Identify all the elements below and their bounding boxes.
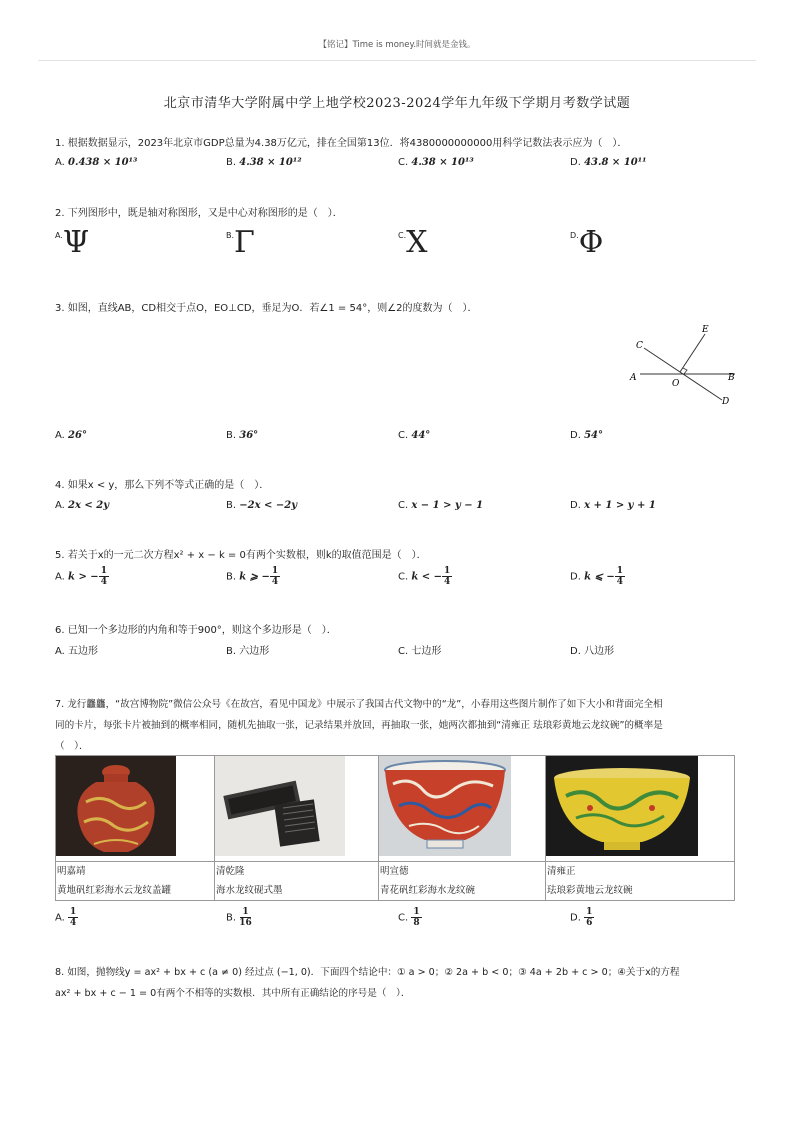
numerator: 1 [271, 566, 279, 576]
relic-card-jar[interactable] [56, 756, 215, 901]
numerator: 1 [586, 907, 593, 917]
q1-option-d[interactable] [570, 155, 646, 171]
relic-dynasty: 清雍正 [546, 861, 734, 881]
relic-card-yellow-bowl[interactable] [546, 756, 735, 901]
option-value: 0.438 × 10¹³ [68, 157, 138, 168]
option-value: x − 1 > y − 1 [411, 500, 484, 511]
q6-option-c[interactable] [398, 644, 441, 660]
q5-option-c[interactable] [398, 566, 452, 587]
numerator: 1 [100, 566, 107, 576]
fraction [99, 566, 109, 587]
header-note: 【铭记】Time is money.时间就是金钱。 [318, 40, 476, 50]
chi-symbol-icon: X [406, 225, 428, 260]
option-value: 36° [239, 430, 259, 441]
q2-option-b[interactable] [226, 225, 255, 260]
fraction [615, 566, 625, 587]
phi-symbol-icon: Φ [578, 225, 604, 260]
fraction [411, 907, 421, 928]
q3-option-c[interactable] [398, 428, 430, 444]
option-value: 八边形 [584, 646, 615, 657]
fraction [270, 566, 280, 587]
q8-line-1: 8. 如图，抛物线y = ax² + bx + c (a ≠ 0) 经过点 (−1, 0)．下面四个结论中：① a > 0；② 2a + b < 0；③ 4a + 2b + c > 0；④关于x的方程 [55, 967, 680, 978]
yellow-dragon-bowl-image [546, 756, 698, 856]
lidded-jar-image [56, 756, 176, 856]
option-letter: D. [570, 571, 581, 583]
question-4-stem: 4. 如果x < y，那么下列不等式正确的是（ ）． [55, 480, 270, 491]
q1-option-c[interactable] [398, 155, 474, 171]
option-letter: A. [55, 500, 65, 511]
q7-line-1: 7. 龙行龘龘，“故宫博物院”微信公众号《在故宫，看见中国龙》中展示了我国古代文物中的“龙”，小春用这些图片制作了如下大小和背面完全相 [55, 699, 663, 710]
header-divider [38, 60, 756, 61]
q2-option-a[interactable] [55, 225, 90, 260]
q7-option-a[interactable] [55, 907, 78, 928]
option-letter: D. [570, 500, 581, 511]
relic-card-ink[interactable] [215, 756, 379, 901]
option-prefix: k ⩽ − [584, 571, 615, 583]
option-letter: C. [398, 912, 409, 924]
denominator: 16 [239, 918, 252, 928]
q7-line-2: 同的卡片，每张卡片被抽到的概率相同，随机先抽取一张，记录结果并放回，再抽取一张，她两次都抽到“清雍正 珐琅彩黄地云龙纹碗”的概率是 [55, 720, 663, 731]
question-2-stem: 2. 下列图形中，既是轴对称图形，又是中心对称图形的是（ ）． [55, 208, 343, 219]
option-letter: C. [398, 646, 409, 657]
denominator: 8 [413, 918, 420, 928]
option-letter: D. [570, 646, 581, 657]
option-letter: A. [55, 231, 63, 240]
relic-dynasty: 明宣德 [379, 861, 545, 881]
option-prefix: k > − [68, 571, 99, 583]
denominator: 4 [444, 577, 451, 587]
q3-option-a[interactable] [55, 428, 87, 444]
relic-card-red-bowl[interactable] [379, 756, 546, 901]
option-value: 54° [584, 430, 603, 441]
relic-name: 海水龙纹砚式墨 [216, 885, 283, 896]
option-letter: D. [570, 157, 581, 168]
relic-name: 青花矾红彩海水龙纹碗 [380, 885, 476, 896]
option-value: 43.8 × 10¹¹ [584, 157, 647, 168]
option-letter: D. [570, 430, 581, 441]
option-letter: A. [55, 646, 65, 657]
question-1-stem: 1. 根据数据显示，2023年北京市GDP总量为4.38万亿元，排在全国第13位．将4380000000000用科学记数法表示应为（ ）． [55, 138, 628, 149]
q4-option-a[interactable] [55, 498, 109, 514]
question-8-stem [55, 962, 755, 1004]
q1-option-a[interactable] [55, 155, 137, 171]
option-letter: B. [226, 157, 237, 168]
q7-option-c[interactable] [398, 907, 422, 928]
q6-option-d[interactable] [570, 644, 614, 660]
option-letter: B. [226, 571, 237, 583]
relic-dynasty: 清乾隆 [215, 861, 378, 881]
option-letter: B. [226, 231, 235, 240]
label-o: O [672, 379, 680, 389]
q2-option-c[interactable] [398, 225, 428, 260]
numerator: 1 [242, 907, 249, 917]
option-value: −2x < −2y [239, 500, 298, 511]
q4-option-d[interactable] [570, 498, 656, 514]
option-value: 4.38 × 10¹³ [411, 157, 474, 168]
q6-option-b[interactable] [226, 644, 269, 660]
option-letter: B. [226, 646, 237, 657]
option-value: 26° [68, 430, 87, 441]
label-d: D [722, 397, 730, 407]
option-value: 六边形 [239, 646, 270, 657]
q5-option-a[interactable] [55, 566, 109, 587]
option-letter: A. [55, 157, 65, 168]
option-prefix: k < − [411, 571, 443, 583]
geometry-figure [620, 318, 750, 410]
numerator: 1 [413, 907, 420, 917]
q4-option-c[interactable] [398, 498, 483, 514]
denominator: 4 [70, 918, 77, 928]
relic-name: 珐琅彩黄地云龙纹碗 [547, 885, 633, 896]
fraction [68, 907, 78, 928]
q1-option-b[interactable] [226, 155, 302, 171]
question-7-stem [55, 694, 755, 757]
denominator: 6 [586, 918, 593, 928]
q8-line-2: ax² + bx + c − 1 = 0有两个不相等的实数根．其中所有正确结论的序号是（ ）． [55, 988, 411, 999]
numerator: 1 [616, 566, 623, 576]
option-letter: C. [398, 571, 409, 583]
red-dragon-bowl-image [379, 756, 511, 856]
option-letter: C. [398, 231, 407, 240]
q5-option-d[interactable] [570, 566, 625, 587]
option-letter: B. [226, 500, 237, 511]
relic-name: 黄地矾红彩海水云龙纹盖罐 [57, 885, 172, 896]
fraction [442, 566, 452, 587]
question-6-stem: 6. 已知一个多边形的内角和等于900°，则这个多边形是（ ）． [55, 625, 337, 636]
question-5-stem: 5. 若关于x的一元二次方程x² + x − k = 0有两个实数根，则k的取值范围是（ ）． [55, 550, 427, 561]
option-value: 五边形 [68, 646, 99, 657]
option-value: x + 1 > y + 1 [584, 500, 656, 511]
label-e: E [702, 325, 709, 335]
option-letter: C. [398, 157, 409, 168]
option-letter: B. [226, 430, 237, 441]
option-letter: D. [570, 231, 579, 240]
option-value: 七边形 [411, 646, 442, 657]
fraction [584, 907, 594, 928]
q7-option-b[interactable] [226, 907, 252, 928]
psi-symbol-icon: Ψ [62, 225, 90, 260]
q3-option-b[interactable] [226, 428, 258, 444]
right-angle-mark [683, 368, 687, 374]
option-letter: A. [55, 430, 65, 441]
q4-option-b[interactable] [226, 498, 297, 514]
option-value: 4.38 × 10¹² [239, 157, 302, 168]
q5-option-b[interactable] [226, 566, 280, 587]
option-value: 44° [411, 430, 431, 441]
option-value: 2x < 2y [68, 500, 110, 511]
q7-option-d[interactable] [570, 907, 594, 928]
denominator: 4 [271, 577, 279, 587]
ink-stick-image [215, 756, 345, 856]
option-prefix: k ⩾ − [239, 571, 270, 583]
option-letter: B. [226, 912, 237, 924]
option-letter: C. [398, 500, 409, 511]
option-letter: A. [55, 571, 65, 583]
denominator: 4 [100, 577, 107, 587]
numerator: 1 [70, 907, 77, 917]
option-letter: A. [55, 912, 65, 924]
q6-option-a[interactable] [55, 644, 98, 660]
option-letter: C. [398, 430, 409, 441]
label-c: C [636, 341, 643, 351]
q3-option-d[interactable] [570, 428, 603, 444]
q7-line-3: （ ）． [55, 741, 89, 752]
label-a: A [630, 373, 637, 383]
q2-option-d[interactable] [570, 225, 604, 260]
ray-oe [680, 334, 705, 372]
question-3-stem: 3. 如图，直线AB，CD相交于点O，EO⊥CD，垂足为O．若∠1 = 54°，则∠2的度数为（ ）． [55, 303, 478, 314]
label-b: B [728, 373, 735, 383]
denominator: 4 [616, 577, 623, 587]
fraction [239, 907, 252, 928]
relics-table [55, 755, 735, 901]
relic-dynasty: 明嘉靖 [56, 861, 214, 881]
gamma-symbol-icon: Γ [234, 225, 255, 260]
option-letter: D. [570, 912, 581, 924]
page-title: 北京市清华大学附属中学上地学校2023-2024学年九年级下学期月考数学试题 [163, 96, 631, 111]
numerator: 1 [444, 566, 451, 576]
